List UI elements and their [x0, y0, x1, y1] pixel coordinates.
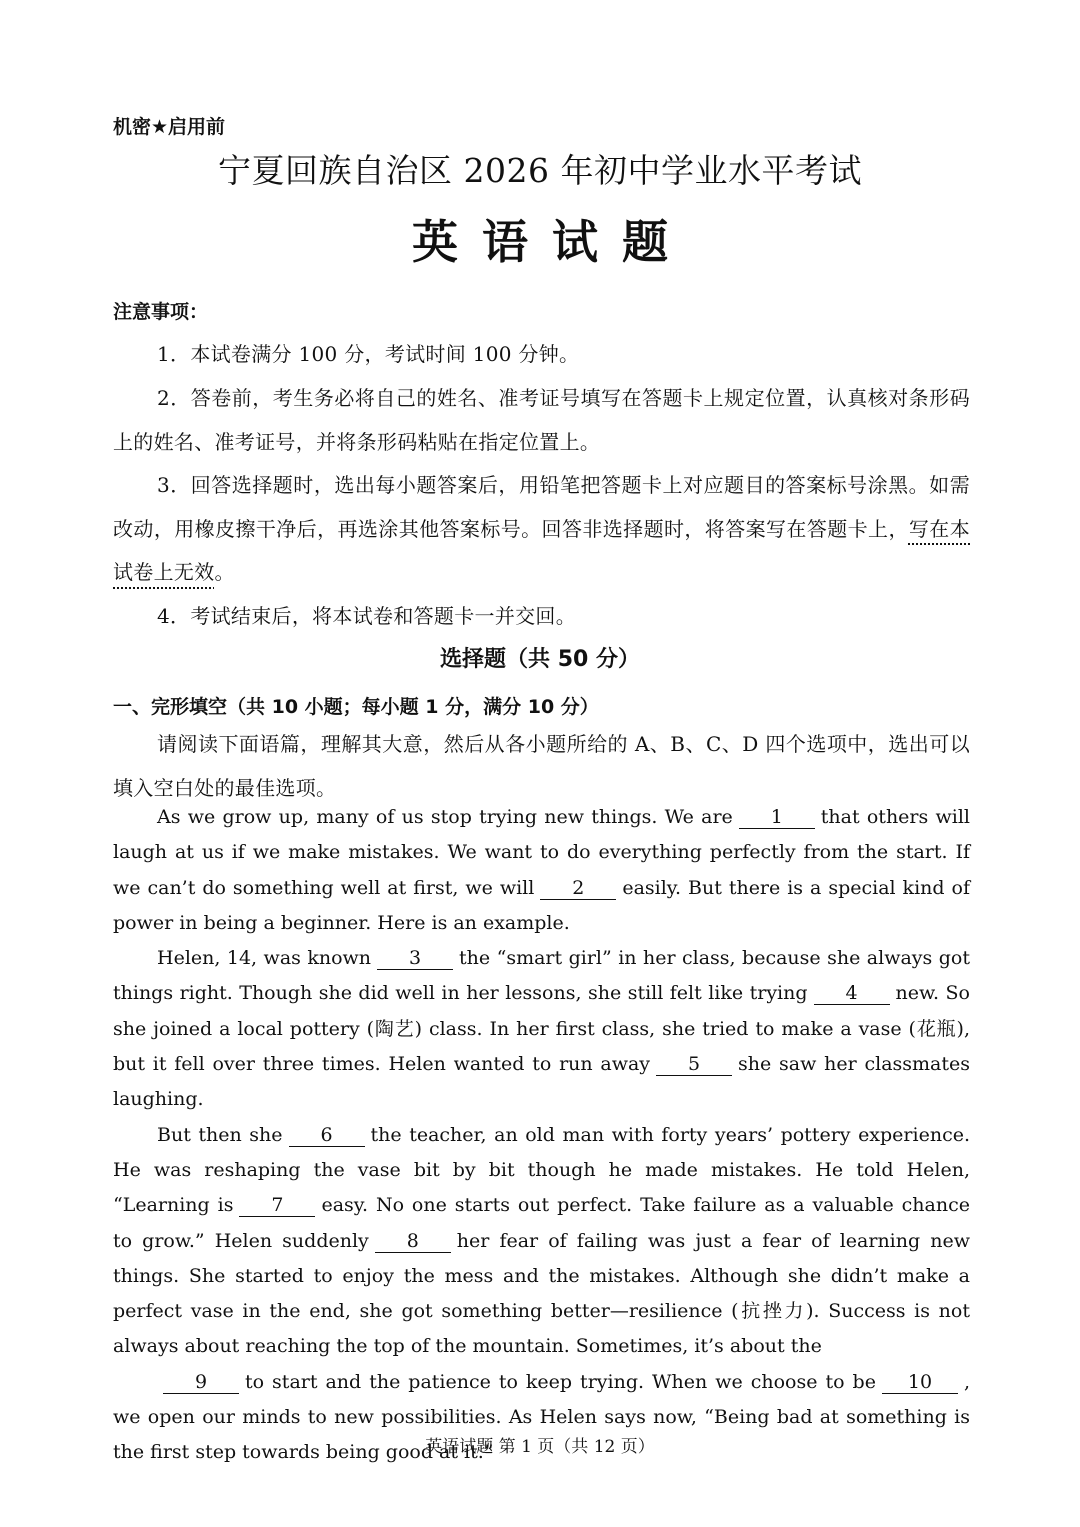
exam-title: 宁夏回族自治区 2026 年初中学业水平考试 [218, 151, 862, 190]
notice-item-1: 1．本试卷满分 100 分，考试时间 100 分钟。 [157, 342, 580, 366]
subject-title: 英语试题 [412, 215, 692, 269]
passage-text: easily. But there is a special kind of power in being a beginner. Here is an example. [113, 876, 970, 934]
passage-text: As we grow up, many of us stop trying new things. We are [157, 806, 733, 828]
blank-9: 9 [163, 1371, 239, 1394]
section-heading: 选择题（共 50 分） [440, 647, 640, 672]
blank-7: 7 [239, 1194, 315, 1217]
page-footer: 英语试题 第 1 页（共 12 页） [425, 1437, 655, 1457]
cloze-passage [113, 800, 970, 1471]
confidential-label: 机密★启用前 [113, 116, 226, 138]
passage-paragraph-3 [113, 1118, 970, 1365]
part-heading: 一、完形填空（共 10 小题；每小题 1 分，满分 10 分） [113, 696, 599, 718]
blank-4: 4 [814, 982, 890, 1005]
passage-text: new. So she joined a local pottery (陶艺) class. In her first class, she tried to make a vase (花瓶), but it fell over three times. Helen wanted to run away [113, 982, 970, 1076]
blank-2: 2 [540, 877, 616, 900]
passage-paragraph-2 [113, 941, 970, 1117]
notice-item-3 [113, 464, 970, 595]
blank-3: 3 [377, 947, 453, 970]
passage-text: that others will laugh at us if we make mistakes. We want to do everything perfectly from the start. If we can’t do something well at first, we will [113, 806, 970, 899]
passage-text: Helen, 14, was known [157, 947, 372, 970]
notice-item-2: 2．答卷前，考生务必将自己的姓名、准考证号填写在答题卡上规定位置，认真核对条形码上的姓名、准考证号，并将条形码粘贴在指定位置上。 [113, 386, 970, 454]
passage-text: , we open our minds to new possibilities. As Helen says now, “Being bad at something is the first step towards being good at it.” [113, 1370, 970, 1464]
notice-item-4: 4．考试结束后，将本试卷和答题卡一并交回。 [157, 604, 577, 628]
blank-1: 1 [739, 806, 815, 829]
passage-text: to start and the patience to keep trying. When we choose to be [245, 1370, 876, 1393]
notice-item-3-emphasis: 写在本试卷上无效 [113, 516, 971, 584]
passage-text: she saw her classmates laughing. [113, 1053, 970, 1111]
part-instructions: 请阅读下面语篇，理解其大意，然后从各小题所给的 A、B、C、D 四个选项中，选出可以填入空白处的最佳选项。 [113, 732, 970, 800]
blank-10: 10 [882, 1371, 958, 1394]
blank-6: 6 [289, 1124, 365, 1147]
passage-text: the teacher, an old man with forty years’ pottery experience. He was reshaping the vase bit by bit though he made mistakes. He told Helen, “Learning is [113, 1123, 970, 1217]
passage-text: her fear of failing was just a fear of learning new things. She started to enjoy the mess and the mistakes. Although she didn’t make a perfect vase in the end, she got something better—resilience (抗挫力). Success is not always about reaching the top of the mountain. Sometimes, it’s about the [113, 1229, 970, 1358]
blank-8: 8 [375, 1230, 451, 1253]
notice-heading: 注意事项： [113, 301, 209, 323]
passage-text: easy. No one starts out perfect. Take failure as a valuable chance to grow.” Helen suddenly [113, 1194, 970, 1252]
passage-paragraph-1 [113, 800, 970, 941]
passage-text: the “smart girl” in her class, because she always got things right. Though she did well in her lessons, she still felt like trying [113, 947, 970, 1005]
passage-text: But then she [157, 1123, 283, 1146]
notice-item-3-text: 3．回答选择题时，选出每小题答案后，用铅笔把答题卡上对应题目的答案标号涂黑。如需改动，用橡皮擦干净后，再选涂其他答案标号。回答非选择题时，将答案写在答题卡上， [113, 473, 970, 541]
notice-item-3-end: 。 [214, 560, 235, 584]
blank-5: 5 [656, 1053, 732, 1076]
